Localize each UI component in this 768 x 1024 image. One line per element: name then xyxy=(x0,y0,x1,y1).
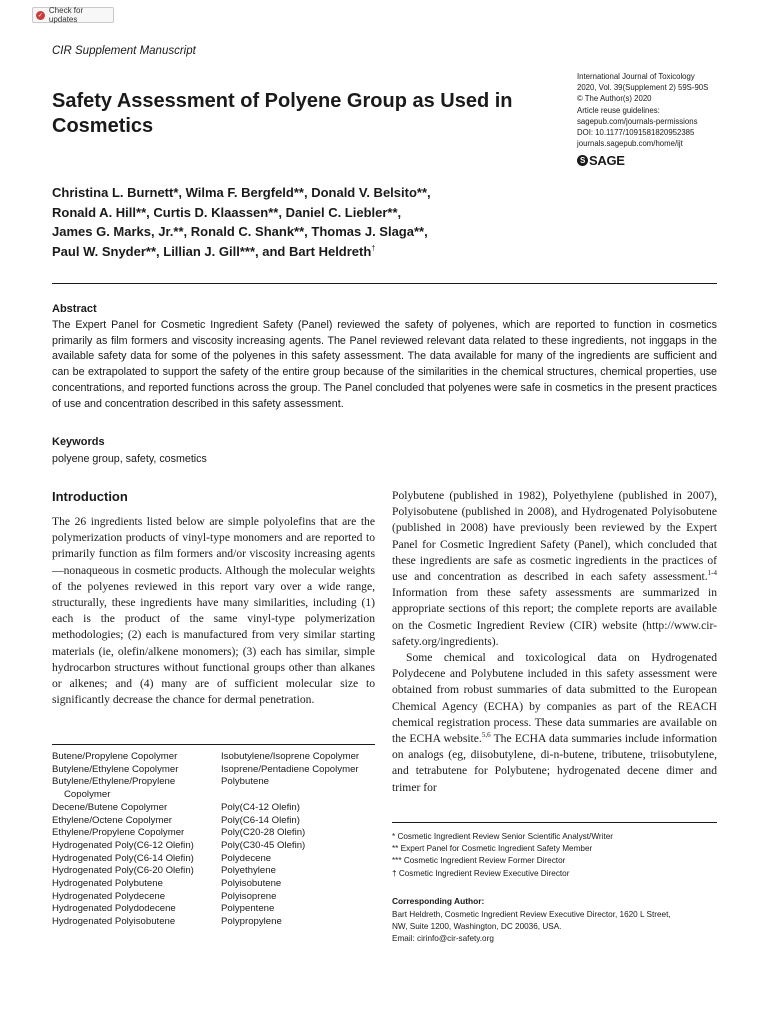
paragraph xyxy=(392,650,717,796)
paragraph-text: Information from these safety assessments are summarized in appropriate sections of this report; the complete reports are available on the Cosmetic Ingredient Review (CIR) website (http://www.cir-safety.org/ingredients). xyxy=(392,586,717,648)
series-label: CIR Supplement Manuscript xyxy=(52,45,196,57)
divider xyxy=(52,744,375,745)
sage-logo xyxy=(577,153,625,168)
abstract-heading: Abstract xyxy=(52,303,97,315)
article-title: Safety Assessment of Polyene Group as Used in Cosmetics xyxy=(52,90,513,137)
author-line-text: Paul W. Snyder**, Lillian J. Gill***, and Bart Heldreth xyxy=(52,243,372,259)
footnotes xyxy=(392,831,722,880)
ingredient-item: Poly(C20-28 Olefin) xyxy=(221,827,306,839)
citation: 5,6 xyxy=(481,731,491,740)
ingredient-spacer xyxy=(221,789,381,802)
corresponding-author-details xyxy=(392,909,722,946)
dagger-mark: † xyxy=(371,245,376,253)
abstract-text: The Expert Panel for Cosmetic Ingredient Safety (Panel) reviewed the safety of polyenes, which are reported to function in cosmetics primarily as film formers and viscosity increasing agents. The Panel reviewed relevant data related to these ingredients, not inggaps in the available safety data for some of the polyenes in this safety assessment. The data available for many of the ingredients are sufficient and can be extrapolated to support the safety of the entire group because of the similarities in the chemical structures, chemical properties, use concentrations, and reported functions across the group. The Panel concluded that polyenes were safe in cosmetics in the present practices of use and concentration described in this safety assessment. xyxy=(52,319,717,410)
author-line: James G. Marks, Jr.**, Ronald C. Shank**, Thomas J. Slaga**, xyxy=(52,224,428,239)
ingredient-item: Polybutene xyxy=(221,776,270,788)
ingredient-item: Polyisobutene xyxy=(221,878,282,890)
ingredient-item: Ethylene/Octene Copolymer xyxy=(52,814,172,826)
reuse-label: Article reuse guidelines: xyxy=(577,105,660,115)
journal-info xyxy=(577,71,757,149)
ingredient-item: Polyisoprene xyxy=(221,890,277,902)
introduction-heading: Introduction xyxy=(52,489,128,504)
paragraph-text: Some chemical and toxicological data on Hydrogenated Polydecene and Polybutene included in this safety assessment were obtained from robust summaries of data submitted to the European Chemical Agency (ECHA) by companies as part of the REACH chemical registration process. These data summaries are available on the ECHA website. xyxy=(392,651,717,746)
footnote: *** Cosmetic Ingredient Review Former Director xyxy=(392,856,566,866)
corresponding-line: Bart Heldreth, Cosmetic Ingredient Review Executive Director, 1620 L Street, xyxy=(392,910,671,919)
journal-name: International Journal of Toxicology xyxy=(577,72,695,81)
sage-logo-icon: S xyxy=(577,155,588,166)
ingredient-item: Isobutylene/Isoprene Copolymer xyxy=(221,751,360,762)
journal-home-link[interactable]: journals.sagepub.com/home/ijt xyxy=(577,139,683,149)
ingredient-item: Polypentene xyxy=(221,903,275,915)
permissions-link[interactable]: sagepub.com/journals-permissions xyxy=(577,116,698,126)
footnote-divider xyxy=(392,822,717,823)
ingredient-item: Polyethylene xyxy=(221,865,276,877)
badge-label: Check for updates xyxy=(48,6,84,24)
ingredient-item: Hydrogenated Polydecene xyxy=(52,890,166,902)
introduction-left-text: The 26 ingredients listed below are simple polyolefins that are the polymerization products of vinyl-type monomers and are reported to primarily function as film formers and/or viscosity increasing agents—nonaqueous in cosmetic products. Although the molecular weights of the polyenes reviewed in this report vary over a wide range, structurally, these ingredients have many similarities, including (1) each is the product of the same vinyl-type polymerization methodologies; (2) each is manufactured from very similar starting materials (ie, olefin/alkene monomers); (3) each has similar, simple hydrocarbon structures without functional groups other than alkanes or alkenes; and (4) many are of sufficient molecular size to significantly decrease the chance for dermal penetration. xyxy=(52,515,375,707)
ingredient-item: Poly(C30-45 Olefin) xyxy=(221,839,306,851)
paragraph-text: The ECHA data summaries include information on analogs (eg, diisobutylene, di-n-butene, tributene, triisobutylene, and tetrabutene for Polybutene; hydrogenated decene dimer and trimer for xyxy=(392,732,717,794)
ingredient-item: Hydrogenated Poly(C6-14 Olefin) xyxy=(52,852,194,864)
author-line xyxy=(52,242,572,262)
corresponding-email[interactable]: Email: cirinfo@cir-safety.org xyxy=(392,934,494,944)
ingredient-list-col2 xyxy=(221,751,381,929)
update-icon: ✓ xyxy=(37,12,43,19)
author-list xyxy=(52,183,572,261)
keywords-heading: Keywords xyxy=(52,436,105,448)
check-for-updates-badge[interactable] xyxy=(32,7,114,23)
paragraph-text: Polybutene (published in 1982), Polyethylene (published in 2007), Polyisobutene (published in 2008), and Hydrogenated Polyisobutene (published in 2008) have previously been reviewed by the Expert Panel for Cosmetic Ingredient Safety (Panel), which concluded that these ingredients are safe as cosmetic ingredients in the practices of use and concentration as described in each safety assessment. xyxy=(392,489,717,584)
author-line: Christina L. Burnett*, Wilma F. Bergfeld**, Donald V. Belsito**, xyxy=(52,185,431,200)
ingredient-item: Copolymer xyxy=(64,789,111,801)
copyright: © The Author(s) 2020 xyxy=(577,94,652,104)
ingredient-item: Hydrogenated Poly(C6-20 Olefin) xyxy=(52,865,194,877)
journal-volume: 2020, Vol. 39(Supplement 2) 59S-90S xyxy=(577,83,709,93)
ingredient-item: Polypropylene xyxy=(221,916,282,928)
ingredient-item: Polydecene xyxy=(221,852,272,864)
doi[interactable]: DOI: 10.1177/1091581820952385 xyxy=(577,128,695,138)
footnote: † Cosmetic Ingredient Review Executive Director xyxy=(392,868,570,878)
ingredient-item: Butylene/Ethylene Copolymer xyxy=(52,763,179,775)
ingredient-item: Hydrogenated Polybutene xyxy=(52,878,163,890)
corresponding-author-heading: Corresponding Author: xyxy=(392,896,485,906)
ingredient-item: Isoprene/Pentadiene Copolymer xyxy=(221,763,359,775)
divider xyxy=(52,283,717,284)
introduction-right-column xyxy=(392,488,717,796)
ingredient-item: Hydrogenated Polyisobutene xyxy=(52,916,176,928)
ingredient-list-col1 xyxy=(52,751,222,929)
citation: 1-4 xyxy=(707,569,717,578)
footnote: ** Expert Panel for Cosmetic Ingredient Safety Member xyxy=(392,844,593,854)
corresponding-line: NW, Suite 1200, Washington, DC 20036, USA. xyxy=(392,922,562,932)
ingredient-item: Decene/Butene Copolymer xyxy=(52,801,168,813)
paragraph xyxy=(392,488,717,650)
footnote: * Cosmetic Ingredient Review Senior Scientific Analyst/Writer xyxy=(392,832,613,841)
ingredient-item: Poly(C6-14 Olefin) xyxy=(221,814,300,826)
ingredient-item: Poly(C4-12 Olefin) xyxy=(221,801,300,813)
sage-logo-text: SAGE xyxy=(589,153,625,168)
keywords-text: polyene group, safety, cosmetics xyxy=(52,453,207,465)
author-line: Ronald A. Hill**, Curtis D. Klaassen**, Daniel C. Liebler**, xyxy=(52,204,402,220)
ingredient-item: Butene/Propylene Copolymer xyxy=(52,751,178,762)
ingredient-item: Hydrogenated Poly(C6-12 Olefin) xyxy=(52,839,194,851)
ingredient-item: Butylene/Ethylene/Propylene xyxy=(52,776,176,788)
ingredient-item: Ethylene/Propylene Copolymer xyxy=(52,827,185,839)
ingredient-item: Hydrogenated Polydodecene xyxy=(52,903,176,915)
